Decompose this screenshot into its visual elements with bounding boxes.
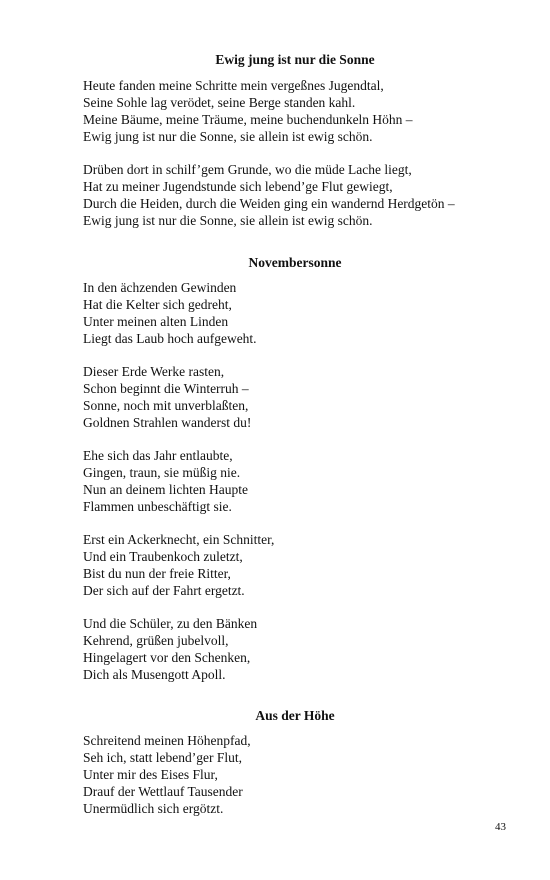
verse-line: Hat die Kelter sich gedreht,: [83, 297, 232, 312]
stanza: [83, 161, 523, 229]
verse-line: Meine Bäume, meine Träume, meine buchendunkeln Höhn –: [83, 112, 413, 127]
poem-aus-der-hoehe: [83, 707, 523, 817]
verse-line: Dich als Musengott Apoll.: [83, 667, 226, 682]
verse-line: Schon beginnt die Winterruh –: [83, 381, 249, 396]
verse-line: Unter mir des Eises Flur,: [83, 767, 218, 782]
verse-line: Unermüdlich sich ergötzt.: [83, 801, 224, 816]
stanza: [83, 615, 523, 683]
stanza: [83, 447, 523, 515]
verse-line: Sonne, noch mit unverblaßten,: [83, 398, 249, 413]
verse-line: Der sich auf der Fahrt ergetzt.: [83, 583, 245, 598]
verse-line: Ehe sich das Jahr entlaubte,: [83, 448, 233, 463]
verse-line: Schreitend meinen Höhenpfad,: [83, 733, 251, 748]
verse-line: Bist du nun der freie Ritter,: [83, 566, 231, 581]
stanza: [83, 732, 523, 817]
verse-line: Durch die Heiden, durch die Weiden ging ein wandernd Herdgetön –: [83, 196, 455, 211]
verse-line: Hat zu meiner Jugendstunde sich lebend’ge Flut gewiegt,: [83, 179, 393, 194]
verse-line: Unter meinen alten Linden: [83, 314, 229, 329]
stanza: [83, 279, 523, 347]
verse-line: Gingen, traun, sie müßig nie.: [83, 465, 241, 480]
verse-line: Seh ich, statt lebend’ger Flut,: [83, 750, 242, 765]
verse-line: Hingelagert vor den Schenken,: [83, 650, 251, 665]
verse-line: Seine Sohle lag verödet, seine Berge standen kahl.: [83, 95, 356, 110]
poem-title: Aus der Höhe: [255, 708, 335, 723]
verse-line: Flammen unbeschäftigt sie.: [83, 499, 232, 514]
verse-line: Liegt das Laub hoch aufgeweht.: [83, 331, 257, 346]
verse-line: Und die Schüler, zu den Bänken: [83, 616, 258, 631]
verse-line: Erst ein Ackerknecht, ein Schnitter,: [83, 532, 275, 547]
verse-line: Und ein Traubenkoch zuletzt,: [83, 549, 243, 564]
verse-line: Dieser Erde Werke rasten,: [83, 364, 225, 379]
verse-line: Heute fanden meine Schritte mein vergeßnes Jugendtal,: [83, 78, 384, 93]
poem-title: Novembersonne: [248, 255, 342, 270]
poem-novembersonne: [83, 254, 523, 683]
verse-line: Ewig jung ist nur die Sonne, sie allein ist ewig schön.: [83, 129, 373, 144]
verse-line: Drauf der Wettlauf Tausender: [83, 784, 243, 799]
stanza: [83, 531, 523, 599]
stanza: [83, 77, 523, 145]
poem-title: Ewig jung ist nur die Sonne: [215, 52, 375, 67]
verse-line: Kehrend, grüßen jubelvoll,: [83, 633, 229, 648]
page-number: 43: [495, 821, 506, 833]
verse-line: Nun an deinem lichten Haupte: [83, 482, 248, 497]
stanza: [83, 363, 523, 431]
verse-line: Ewig jung ist nur die Sonne, sie allein ist ewig schön.: [83, 213, 373, 228]
verse-line: Goldnen Strahlen wanderst du!: [83, 415, 252, 430]
verse-line: Drüben dort in schilf’gem Grunde, wo die müde Lache liegt,: [83, 162, 412, 177]
poem-ewig-jung: [83, 51, 523, 229]
verse-line: In den ächzenden Gewinden: [83, 280, 237, 295]
